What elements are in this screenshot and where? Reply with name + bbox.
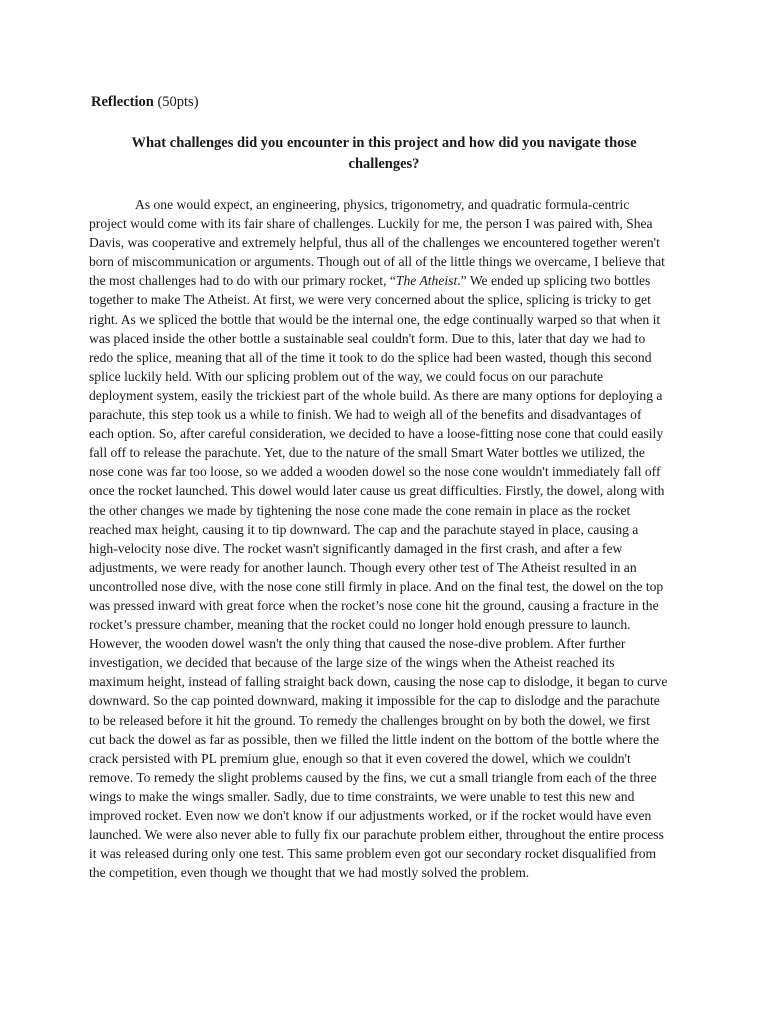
essay-line: each option. So, after careful consideration, we decided to have a loose-fitting nose cone that could easily: [89, 426, 664, 442]
rocket-name-italic: The Atheist: [395, 273, 458, 289]
essay-line: wings to make the wings smaller. Sadly, due to time constraints, we were unable to test this new and: [89, 788, 635, 804]
question-prompt: [100, 133, 668, 174]
question-line-1: What challenges did you encounter in this project and how did you navigate those: [131, 135, 637, 151]
essay-line: cut back the dowel as far as possible, then we filled the little indent on the bottom of the bottle where the: [89, 731, 660, 747]
section-heading: [91, 92, 199, 112]
essay-line: project would come with its fair share of challenges. Luckily for me, the person I was paired with, Shea: [89, 216, 653, 232]
essay-line: born of miscommunication or arguments. Though out of all of the little things we overcame, I believe that: [89, 254, 665, 270]
essay-line-part: the most challenges had to do with our primary rocket, “: [89, 273, 396, 289]
essay-line: investigation, we decided that because of the large size of the wings when the Atheist reached its: [89, 655, 615, 671]
essay-line: rocket’s pressure chamber, meaning that the rocket could no longer hold enough pressure to launch.: [89, 617, 631, 633]
essay-line: adjustments, we were ready for another launch. Though every other test of The Atheist resulted in an: [89, 559, 637, 575]
essay-line: to be released before it hit the ground. To remedy the challenges brought on by both the dowel, we first: [89, 712, 650, 728]
heading-points: (50pts): [153, 94, 199, 110]
essay-line: it was released during only one test. This same problem even got our secondary rocket disqualified from: [89, 846, 657, 862]
essay-line: redo the splice, meaning that all of the time it took to do the splice had been wasted, though this second: [89, 349, 652, 365]
essay-line: downward. So the cap pointed downward, making it impossible for the cap to dislodge and the parachute: [89, 693, 660, 709]
essay-line: together to make The Atheist. At first, we were very concerned about the splice, splicing is tricky to get: [89, 292, 651, 308]
essay-line: uncontrolled nose dive, with the nose cone still firmly in place. And on the final test, the dowel on the top: [89, 578, 664, 594]
essay-line-part: .” We ended up splicing two bottles: [457, 273, 651, 289]
essay-line: once the rocket launched. This dowel would later cause us great difficulties. Firstly, the dowel, along with: [89, 483, 665, 499]
essay-line: Davis, was cooperative and extremely helpful, thus all of the challenges we encountered together weren't: [89, 235, 660, 251]
essay-line: crack persisted with PL premium glue, enough so that it even covered the dowel, which we couldn't: [89, 750, 631, 766]
essay-line: splice luckily held. With our splicing problem out of the way, we could focus on our parachute: [89, 368, 603, 384]
essay-line: the competition, even though we thought that we had mostly solved the problem.: [89, 865, 530, 881]
essay-line: deployment system, easily the trickiest part of the whole build. As there are many options for deploying a: [89, 387, 663, 403]
essay-line: parachute, this step took us a while to finish. We had to weigh all of the benefits and disadvantages of: [89, 407, 642, 423]
essay-line: the other changes we made by tightening the nose cone made the cone remain in place as the rocket: [89, 502, 631, 518]
essay-line: maximum height, instead of falling straight back down, causing the nose cap to dislodge, it began to curve: [89, 674, 668, 690]
heading-label: Reflection: [91, 94, 154, 110]
essay-line: improved rocket. Even now we don't know if our adjustments worked, or if the rocket would have even: [89, 808, 652, 823]
essay-line: nose cone was far too loose, so we added a wooden dowel so the nose cone wouldn't immediately fall off: [89, 464, 661, 480]
essay-paragraph: [89, 195, 679, 882]
essay-line: launched. We were also never able to fully fix our parachute problem either, throughout the entire process: [89, 827, 664, 843]
essay-line: reached max height, causing it to tip downward. The cap and the parachute stayed in place, causing a: [89, 521, 639, 537]
essay-line: was pressed inward with great force when the rocket’s nose cone hit the ground, causing a fracture in the: [89, 597, 659, 613]
essay-line: remove. To remedy the slight problems caused by the fins, we cut a small triangle from each of the three: [89, 769, 657, 785]
essay-line: As one would expect, an engineering, physics, trigonometry, and quadratic formula-centric: [135, 197, 630, 212]
essay-line: fall off to release the parachute. Yet, due to the nature of the small Smart Water bottles we utilized, the: [89, 445, 645, 461]
question-line-2: challenges?: [348, 155, 420, 172]
essay-line: [89, 271, 679, 290]
essay-line: However, the wooden dowel wasn't the only thing that caused the nose-dive problem. After further: [89, 636, 626, 652]
essay-line: right. As we spliced the bottle that would be the internal one, the edge continually warped so that when it: [89, 311, 661, 327]
essay-line: high-velocity nose dive. The rocket wasn't significantly damaged in the first crash, and after a few: [89, 540, 623, 556]
essay-line: was placed inside the other bottle a sustainable seal couldn't form. Due to this, later that day we had to: [89, 330, 646, 346]
